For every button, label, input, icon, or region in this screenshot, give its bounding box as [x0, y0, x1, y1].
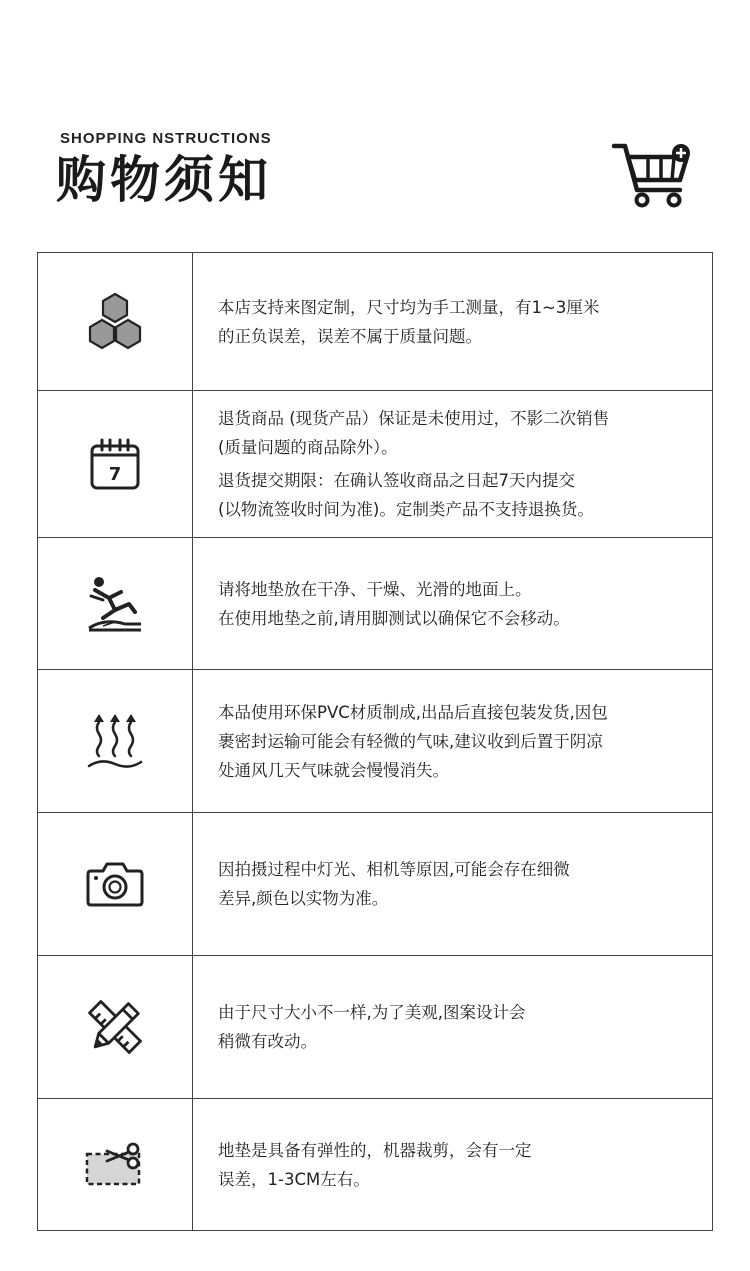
text-line: (质量问题的商品除外）。	[218, 438, 398, 457]
paragraph	[218, 1136, 694, 1194]
table-row	[38, 669, 712, 812]
row-text	[193, 538, 712, 669]
paragraph	[218, 404, 694, 462]
pencil-ruler-icon	[85, 997, 145, 1057]
instructions-table	[37, 252, 713, 1231]
row-text	[193, 1099, 712, 1230]
icon-cell	[38, 391, 193, 537]
paragraph	[218, 698, 694, 785]
paragraph	[218, 998, 694, 1056]
text-line: 请将地垫放在干净、干燥、光滑的地面上。	[218, 579, 532, 599]
row-text	[193, 391, 712, 537]
paragraph	[218, 466, 694, 524]
text-line: (以物流签收时间为准)。定制类产品不支持退换货。	[218, 500, 594, 519]
cart-plus-icon	[610, 140, 694, 210]
text-line: 在使用地垫之前,请用脚测试以确保它不会移动。	[218, 608, 570, 628]
text-line: 误差，1-3CM左右。	[218, 1169, 370, 1189]
icon-cell	[38, 813, 193, 955]
paragraph	[218, 855, 694, 913]
text-line: 差异,颜色以实物为准。	[218, 889, 389, 908]
text-line: 因拍摄过程中灯光、相机等原因,可能会存在细微	[218, 860, 570, 879]
text-line: 地垫是具备有弹性的，机器裁剪，会有一定	[218, 1140, 532, 1160]
page-subtitle: SHOPPING NSTRUCTIONS	[60, 130, 272, 147]
table-row	[38, 955, 712, 1098]
paragraph	[218, 293, 694, 351]
table-row	[38, 812, 712, 955]
camera-icon	[85, 859, 145, 909]
slip-warning-icon	[85, 574, 145, 634]
calendar-icon	[87, 436, 143, 492]
row-text	[193, 956, 712, 1098]
icon-cell	[38, 538, 193, 669]
icon-cell	[38, 1099, 193, 1230]
icon-cell	[38, 956, 193, 1098]
odor-icon	[85, 710, 145, 772]
scissors-cut-icon	[83, 1140, 147, 1190]
calendar-day: 7	[108, 464, 122, 485]
text-line: 退货提交期限：在确认签收商品之日起7天内提交	[218, 471, 575, 490]
table-row	[38, 1098, 712, 1230]
text-line: 退货商品 (现货产品）保证是未使用过，不影二次销售	[218, 409, 610, 428]
row-text	[193, 253, 712, 390]
text-line: 处通风几天气味就会慢慢消失。	[218, 760, 449, 780]
text-line: 裹密封运输可能会有轻微的气味,建议收到后置于阴凉	[218, 731, 603, 751]
row-text	[193, 813, 712, 955]
table-row	[38, 253, 712, 390]
text-line: 本品使用环保PVC材质制成,出品后直接包装发货,因包	[218, 702, 608, 722]
table-row	[38, 390, 712, 537]
row-text	[193, 670, 712, 812]
table-row	[38, 537, 712, 669]
page-title: 购物须知	[56, 151, 272, 209]
text-line: 由于尺寸大小不一样,为了美观,图案设计会	[218, 1003, 526, 1022]
hexagons-icon	[82, 291, 148, 353]
icon-cell	[38, 253, 193, 390]
paragraph	[218, 575, 694, 633]
icon-cell	[38, 670, 193, 812]
text-line: 稍微有改动。	[218, 1032, 317, 1051]
text-line: 本店支持来图定制，尺寸均为手工测量，有1~3厘米	[218, 297, 600, 317]
text-line: 的正负误差，误差不属于质量问题。	[218, 326, 482, 346]
